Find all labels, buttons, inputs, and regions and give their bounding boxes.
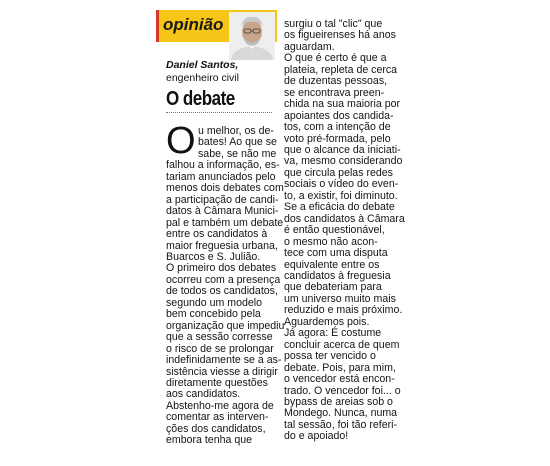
section-label: opinião <box>163 15 224 34</box>
article-line-text: tal sessão, foi tão referi- <box>284 418 398 431</box>
article-line-text: Abstenho-me agora de <box>166 399 274 412</box>
article-line-text: Se a eficácia do debate <box>284 201 395 214</box>
article-line-text: Já agora: É costume <box>284 327 382 340</box>
article-line-text: que o alcance da iniciati- <box>284 143 401 156</box>
article-line-text: debate. Pois, para mim, <box>284 361 396 374</box>
article-line-text: que debateriam para <box>284 281 382 294</box>
article-line-text: o mesmo não acon- <box>284 235 378 248</box>
article-line-text: de duzentas pessoas, <box>284 75 388 88</box>
article-headline: O debate <box>166 88 235 110</box>
article-line-text: o vencedor está encon- <box>284 373 395 386</box>
article-line-text: segundo um modelo <box>166 296 262 309</box>
author-role: engenheiro civil <box>166 72 239 84</box>
article-line-text: u melhor, os de- <box>198 125 274 137</box>
article-line-text: trado. O vencedor foi... o <box>284 384 401 397</box>
article-line-text: os figueirenses há anos <box>284 29 396 42</box>
article-line-text: do e apoiado! <box>284 430 349 443</box>
article-column-right <box>284 18 405 443</box>
article-line-text: aos candidatos. <box>166 388 241 401</box>
article-line-text: comentar as interven- <box>166 411 269 424</box>
article-line-text: O primeiro dos debates <box>166 262 277 275</box>
article-line-text: a participação de candi- <box>166 193 279 206</box>
article-line <box>284 431 399 442</box>
article-line-text: entre os candidatos à <box>166 228 268 241</box>
article-line-text: candidatos à freguesia <box>284 269 391 282</box>
author-name: Daniel Santos, <box>166 59 239 71</box>
article-line-text: concluir acerca de quem <box>284 338 400 351</box>
article-line-text: voto pré-formada, pelo <box>284 132 391 145</box>
article-line-text: menos dois debates com <box>166 182 284 195</box>
article-line-text: aguardam. <box>284 40 335 53</box>
article-line-text: ocorreu com a presença <box>166 273 281 286</box>
article-line-text: sistência viesse a dirigir <box>166 365 278 378</box>
article-line-text: possa ter vencido o <box>284 350 376 363</box>
article-line-text: to, a existir, foi diminuto. <box>284 189 398 202</box>
author-photo <box>229 12 275 60</box>
article-line-text: se encontrava preen- <box>284 86 385 99</box>
article-column-left <box>166 120 286 447</box>
article-line-text: que circula pelas redes <box>284 166 393 179</box>
article-line-text: reduzido e mais próximo. <box>284 304 403 317</box>
article-line-text: tece com uma disputa <box>284 247 388 260</box>
article-line-text: diretamente questões <box>166 376 268 389</box>
article-line <box>166 435 286 446</box>
article-line-text: O que é certo é que a <box>284 52 387 65</box>
article-line-text: Aguardemos pois. <box>284 315 370 328</box>
article-line-text: de todos os candidatos, <box>166 285 278 298</box>
article-line-text: surgiu o tal "clic" que <box>284 18 383 30</box>
article-line-text: equivalente entre os <box>284 258 380 271</box>
article-line-text: Mondego. Nunca, numa <box>284 407 398 420</box>
article-line-text: apoiantes dos candida- <box>284 109 394 122</box>
article-line-text: organização que impediu <box>166 319 285 332</box>
article-line-text: chida na sua maioria por <box>284 98 401 111</box>
article-line-text: datos à Câmara Munici- <box>166 205 279 218</box>
article-line-text: bypass de areias sob o <box>284 395 393 408</box>
article-line-text: bem concebido pela <box>166 308 261 321</box>
article-line-text: é então questionável, <box>284 224 385 237</box>
article-line-text: maior freguesia urbana, <box>166 239 278 252</box>
headline-divider <box>166 112 272 113</box>
drop-cap: O <box>166 120 196 162</box>
article-line-text: indefinidamente se a as- <box>166 354 282 367</box>
article-line-text: o risco de se prolongar <box>166 342 274 355</box>
article-line-text: tos, com a intenção de <box>284 121 391 134</box>
article-line-text: sabe, se não me <box>198 147 277 160</box>
article-line-text: um universo muito mais <box>284 292 396 305</box>
article-line-text: sociais o vídeo do even- <box>284 178 399 191</box>
author-portrait-icon <box>229 12 275 60</box>
article-line-text: pal e também um debate <box>166 216 284 229</box>
article-line-text: que a sessão corresse <box>166 331 273 344</box>
article-line-text: dos candidatos à Câmara <box>284 212 405 225</box>
article-line-text: embora tenha que <box>166 434 252 447</box>
article-line-text: va, mesmo considerando <box>284 155 403 168</box>
article-line-text: falhou a informação, es- <box>166 159 280 172</box>
article-line-text: plateia, repleta de cerca <box>284 63 398 76</box>
article-line-text: ções dos candidatos, <box>166 422 266 435</box>
article-line-text: bates! Ao que se <box>198 136 277 149</box>
article-line-text: tariam anunciados pelo <box>166 170 276 183</box>
article-line-text: Buarcos e S. Julião. <box>166 250 261 263</box>
